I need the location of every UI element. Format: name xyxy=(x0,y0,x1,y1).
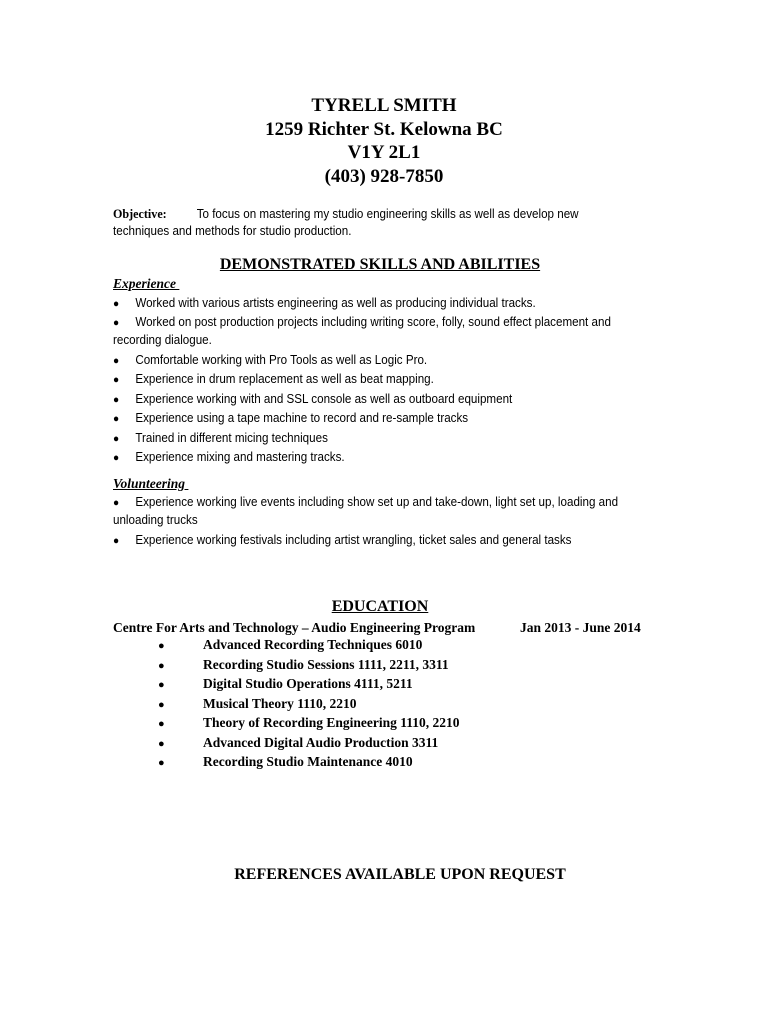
list-item: ● Recording Studio Maintenance 4010 xyxy=(113,753,460,773)
experience-list xyxy=(113,294,634,468)
address-line-1: 1259 Richter St. Kelowna BC xyxy=(265,118,503,140)
list-item: ● Theory of Recording Engineering 1110, 2210 xyxy=(113,714,460,734)
address-line-2: V1Y 2L1 xyxy=(347,142,421,163)
list-item: ● Experience in drum replacement as well as beat mapping. xyxy=(113,370,634,390)
list-item: ● Advanced Digital Audio Production 3311 xyxy=(113,734,460,754)
bullet-icon: ● xyxy=(158,659,165,672)
list-item: ● Worked with various artists engineering as well as producing individual tracks. xyxy=(113,294,634,314)
objective-section xyxy=(113,205,634,240)
bullet-icon: ● xyxy=(158,757,165,769)
education-program-line xyxy=(113,620,673,636)
education-heading: EDUCATION xyxy=(331,598,429,615)
bullet-icon: ● xyxy=(113,316,120,329)
bullet-icon: ● xyxy=(113,374,120,386)
bullet-icon: ● xyxy=(158,698,165,711)
applicant-name: TYRELL SMITH xyxy=(311,95,457,116)
volunteering-subheading: Volunteering xyxy=(113,476,189,491)
bullet-icon: ● xyxy=(113,393,120,406)
list-item: ● Experience mixing and mastering tracks. xyxy=(113,448,634,468)
objective-label: Objective: xyxy=(113,206,167,221)
list-item: ● Advanced Recording Techniques 6010 xyxy=(113,636,460,656)
bullet-icon: ● xyxy=(158,737,165,750)
list-item: ● Digital Studio Operations 4111, 5211 xyxy=(113,675,460,695)
bullet-icon: ● xyxy=(113,497,120,509)
list-item: ● Musical Theory 1110, 2210 xyxy=(113,695,460,715)
bullet-icon: ● xyxy=(113,452,120,464)
objective-text: To focus on mastering my studio engineering skills as well as develop new techniques and methods for studio production. xyxy=(113,207,579,238)
program-name: Centre For Arts and Technology – Audio Engineering Program xyxy=(113,620,476,635)
list-item: ● Experience working with and SSL console as well as outboard equipment xyxy=(113,390,634,410)
list-item: ● Experience using a tape machine to record and re-sample tracks xyxy=(113,409,634,429)
list-item: ● Worked on post production projects including writing score, folly, sound effect placement and recording dialogue. xyxy=(113,314,611,347)
list-item: ● Experience working live events including show set up and take-down, light set up, loading and unloading trucks xyxy=(113,495,619,527)
bullet-icon: ● xyxy=(113,298,120,310)
bullet-icon: ● xyxy=(158,679,165,691)
skills-heading: DEMONSTRATED SKILLS AND ABILITIES xyxy=(219,256,541,273)
bullet-icon: ● xyxy=(113,535,120,547)
list-item: ● Experience working festivals including artist wrangling, ticket sales and general tasks xyxy=(113,531,634,551)
bullet-icon: ● xyxy=(113,354,120,367)
experience-subheading: Experience xyxy=(113,276,180,291)
bullet-icon: ● xyxy=(113,432,120,445)
list-item: ● Recording Studio Sessions 1111, 2211, 3311 xyxy=(113,656,460,676)
list-item: ● Comfortable working with Pro Tools as well as Logic Pro. xyxy=(113,351,634,371)
list-item: ● Trained in different micing techniques xyxy=(113,429,634,449)
course-list xyxy=(113,636,460,773)
program-dates: Jan 2013 - June 2014 xyxy=(520,620,641,635)
bullet-icon: ● xyxy=(113,413,120,425)
volunteering-list xyxy=(113,494,634,551)
resume-header xyxy=(0,94,768,188)
bullet-icon: ● xyxy=(158,718,165,730)
phone-number: (403) 928-7850 xyxy=(324,165,444,187)
bullet-icon: ● xyxy=(158,640,165,652)
references-note: REFERENCES AVAILABLE UPON REQUEST xyxy=(234,866,566,883)
